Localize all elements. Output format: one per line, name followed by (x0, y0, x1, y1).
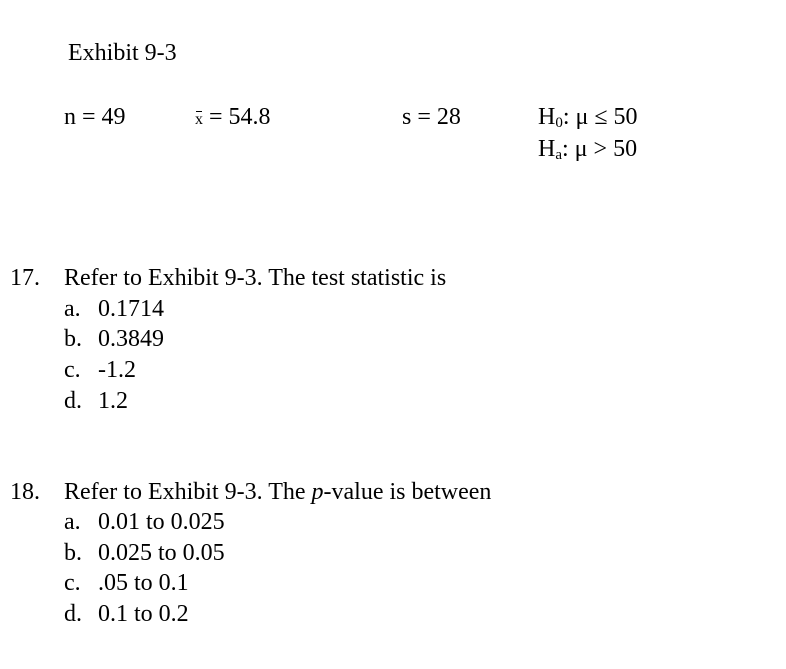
choice-17-d (64, 388, 128, 415)
question-number: 17. (10, 265, 40, 291)
choice-letter: a. (64, 296, 81, 322)
alternative-hypothesis-text: : μ > 50 (562, 136, 638, 162)
choice-letter: a. (64, 509, 81, 535)
sample-size: n = 49 (64, 104, 126, 130)
question-prompt: Refer to Exhibit 9-3. The test statistic is (64, 265, 447, 291)
alternative-hypothesis-subscript: a (555, 147, 563, 163)
choice-letter: c. (64, 357, 81, 383)
xbar-symbol: x (195, 111, 203, 128)
null-hypothesis-text: : μ ≤ 50 (562, 104, 638, 130)
choice-18-c (64, 570, 189, 597)
choice-letter: d. (64, 388, 82, 414)
prompt-start: Refer to Exhibit 9-3. The (64, 479, 312, 505)
choice-letter: b. (64, 540, 82, 566)
exhibit-title: Exhibit 9-3 (68, 40, 177, 66)
sample-std-dev: s = 28 (402, 104, 461, 130)
null-hypothesis (538, 104, 638, 132)
choice-18-b (64, 540, 225, 567)
choice-18-d (64, 601, 189, 628)
choice-text: 0.025 to 0.05 (98, 540, 225, 566)
null-hypothesis-label: H (538, 104, 556, 130)
choice-17-c (64, 357, 136, 384)
choice-text: 0.1 to 0.2 (98, 601, 189, 627)
question-prompt (64, 479, 491, 506)
choice-letter: b. (64, 326, 82, 352)
choice-text: 0.01 to 0.025 (98, 509, 225, 535)
question-17 (10, 265, 447, 292)
question-number: 18. (10, 479, 40, 505)
choice-18-a (64, 509, 225, 536)
sample-mean-value: = 54.8 (203, 104, 271, 130)
choice-text: 1.2 (98, 388, 128, 414)
sample-mean (195, 104, 271, 131)
prompt-end: -value is between (323, 479, 492, 505)
choice-text: -1.2 (98, 357, 136, 383)
choice-letter: d. (64, 601, 82, 627)
choice-text: .05 to 0.1 (98, 570, 189, 596)
alternative-hypothesis-label: H (538, 136, 556, 162)
choice-17-b (64, 326, 164, 353)
choice-letter: c. (64, 570, 81, 596)
choice-text: 0.1714 (98, 296, 164, 322)
question-18 (10, 479, 492, 506)
choice-17-a (64, 296, 164, 323)
null-hypothesis-subscript: 0 (555, 115, 563, 131)
choice-text: 0.3849 (98, 326, 164, 352)
alternative-hypothesis (538, 136, 637, 164)
prompt-italic-p: p (311, 479, 324, 505)
